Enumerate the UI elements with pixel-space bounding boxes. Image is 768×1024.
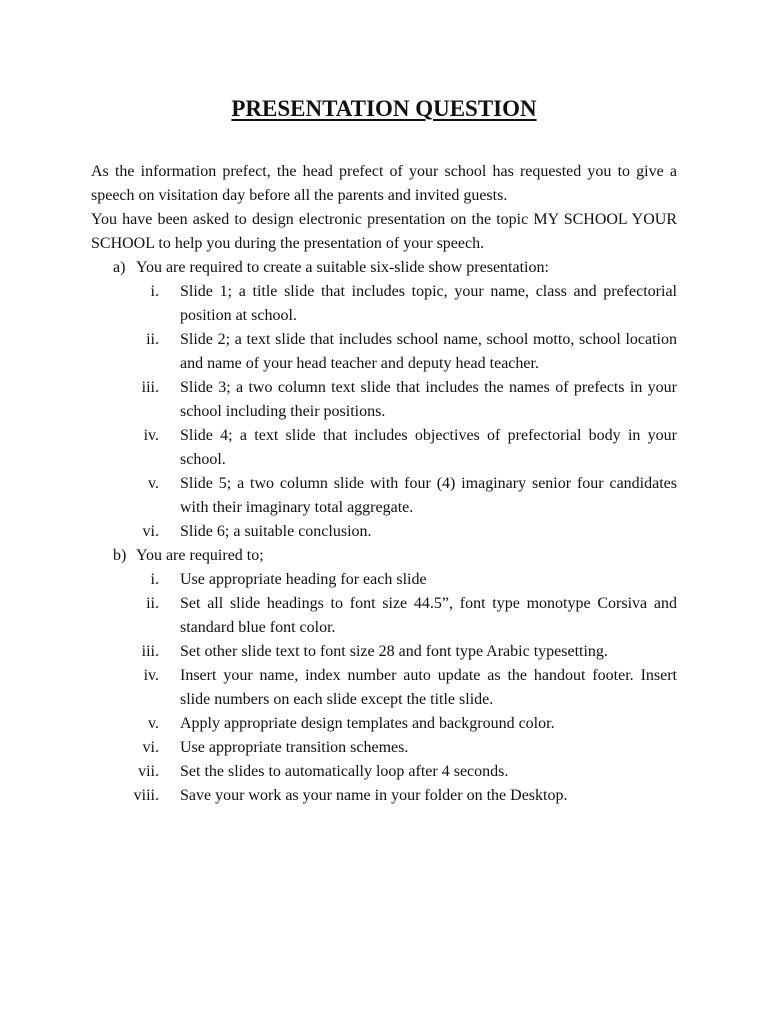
item-text: Save your work as your name in your folder on the Desktop. [180,787,568,804]
item-text: Slide 1; a title slide that includes topic, your name, class and prefectorial position at school. [180,283,677,324]
item-text: Slide 4; a text slide that includes objectives of prefectorial body in your school. [180,427,677,468]
item-marker: i. [150,571,159,588]
section-a [91,256,677,280]
item-text: Slide 2; a text slide that includes school name, school motto, school location and name of your head teacher and deputy head teacher. [180,331,677,372]
item-marker: ii. [146,595,159,612]
item-marker: v. [148,475,159,492]
item-marker: vi. [142,523,159,540]
document-body [91,160,677,808]
item-text: Set all slide headings to font size 44.5”, font type monotype Corsiva and standard blue font color. [180,595,677,636]
page-title: PRESENTATION QUESTION [231,96,537,121]
item-text: Apply appropriate design templates and background color. [180,715,555,732]
item-marker: iii. [141,379,159,396]
item-text: Slide 5; a two column slide with four (4) imaginary senior four candidates with their imaginary total aggregate. [180,475,677,516]
list-item [91,520,677,544]
item-marker: iv. [143,427,159,444]
section-heading: You are required to create a suitable six-slide show presentation: [136,259,549,276]
item-text: Slide 6; a suitable conclusion. [180,523,372,540]
section-b [91,544,677,568]
item-marker: v. [148,715,159,732]
list-item [91,784,677,808]
list-item [91,568,677,592]
item-marker: iv. [143,667,159,684]
list-item [91,640,677,664]
section-marker: a) [113,259,126,276]
item-marker: vi. [142,739,159,756]
intro-paragraph: As the information prefect, the head prefect of your school has requested you to give a speech on visitation day before all the parents and invited guests. [91,163,677,204]
section-marker: b) [113,547,127,564]
list-item [91,424,677,472]
item-marker: vii. [138,763,159,780]
list-item [91,592,677,640]
list-item [91,280,677,328]
item-text: Slide 3; a two column text slide that includes the names of prefects in your school including their positions. [180,379,677,420]
item-text: Insert your name, index number auto update as the handout footer. Insert slide numbers on each slide except the title slide. [180,667,677,708]
list-item [91,472,677,520]
item-marker: ii. [146,331,159,348]
section-heading: You are required to; [136,547,264,564]
item-marker: iii. [141,643,159,660]
item-text: Use appropriate heading for each slide [180,571,427,588]
item-marker: i. [150,283,159,300]
list-item [91,664,677,712]
list-item [91,376,677,424]
list-item [91,760,677,784]
topic-paragraph: You have been asked to design electronic presentation on the topic MY SCHOOL YOUR SCHOOL to help you during the presentation of your speech. [91,211,677,252]
list-item [91,736,677,760]
section-b-items [91,568,677,808]
section-a-items [91,280,677,544]
list-item [91,328,677,376]
list-item [91,712,677,736]
item-marker: viii. [133,787,159,804]
item-text: Set other slide text to font size 28 and font type Arabic typesetting. [180,643,608,660]
item-text: Use appropriate transition schemes. [180,739,409,756]
item-text: Set the slides to automatically loop after 4 seconds. [180,763,509,780]
